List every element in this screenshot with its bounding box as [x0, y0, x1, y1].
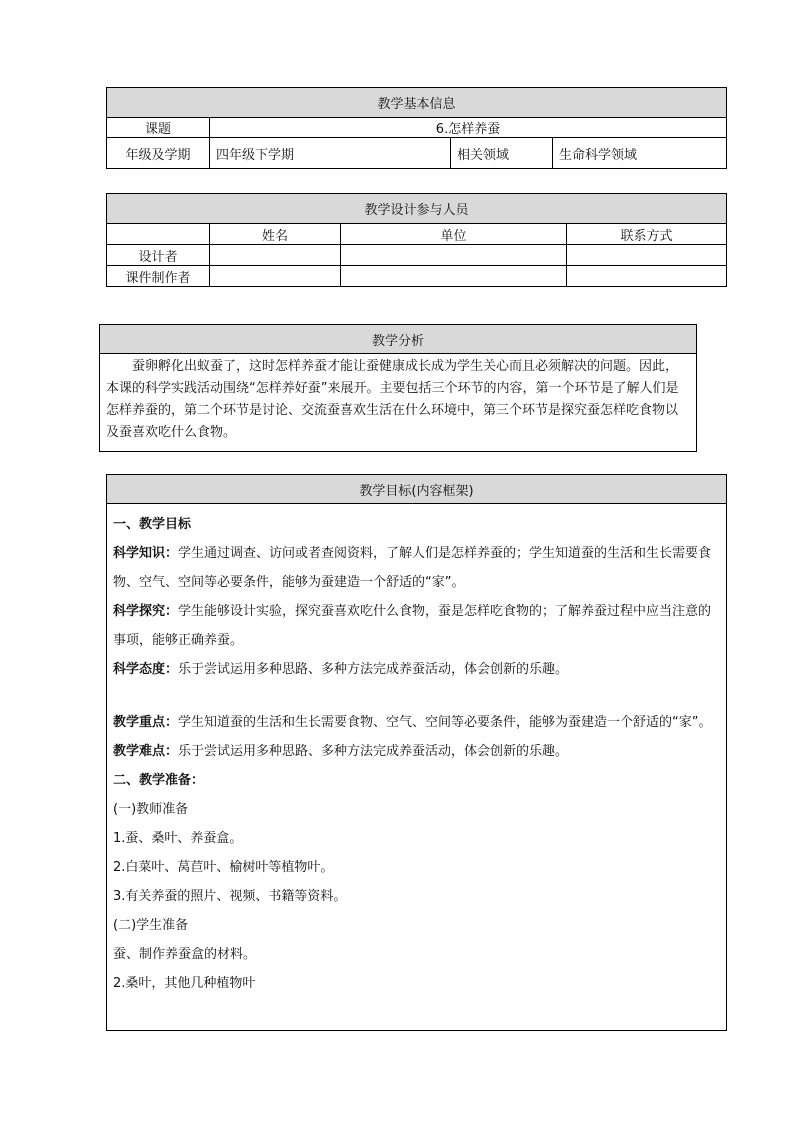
key-text: 学生知道蚕的生活和生长需要食物、空气、空间等必要条件，能够为蚕建造一个舒适的“家”。 [178, 715, 712, 730]
analysis-body [100, 354, 697, 452]
goals-table [106, 474, 727, 1031]
col-name: 姓名 [210, 224, 341, 245]
knowledge-paragraph [113, 539, 720, 597]
teacher-prep-title: (一)教师准备 [113, 802, 189, 817]
explore-label: 科学探究： [113, 604, 179, 619]
knowledge-label: 科学知识： [113, 546, 179, 561]
maker-name-cell [210, 266, 341, 287]
teacher-item-2: 2.白菜叶、莴苣叶、榆树叶等植物叶。 [113, 860, 334, 875]
attitude-label: 科学态度： [113, 662, 179, 677]
participants-table [106, 193, 727, 287]
hard-text: 乐于尝试运用多种思路、多种方法完成养蚕活动，体会创新的乐趣。 [178, 744, 569, 759]
basic-info-table [106, 87, 727, 169]
topic-value: 6.怎样养蚕 [210, 118, 727, 138]
maker-contact-cell [567, 266, 727, 287]
explore-text: 学生能够设计实验，探究蚕喜欢吃什么食物，蚕是怎样吃食物的；了解养蚕过程中应当注意的事项，能够正确养蚕。 [113, 604, 712, 648]
key-label: 教学重点： [113, 715, 179, 730]
row-maker: 课件制作者 [107, 266, 210, 287]
attitude-text: 乐于尝试运用多种思路、多种方法完成养蚕活动，体会创新的乐趣。 [178, 662, 569, 677]
section-1-title: 一、教学目标 [113, 517, 192, 532]
analysis-text: 蚕卵孵化出蚁蚕了，这时怎样养蚕才能让蚕健康成长成为学生关心而且必须解决的问题。因此，本课的科学实践活动围绕“怎样养好蚕”来展开。主要包括三个环节的内容，第一个环节是了解人们是怎样养蚕的，第二个环节是讨论、交流蚕喜欢生活在什么环境中，第三个环节是探究蚕怎样吃食物以及蚕喜欢吃什么食物。 [106, 359, 679, 440]
analysis-header: 教学分析 [100, 325, 697, 354]
blank-line [113, 684, 720, 708]
maker-unit-cell [341, 266, 567, 287]
field-label: 相关领域 [451, 138, 553, 169]
analysis-table [99, 324, 697, 452]
student-item-1: 蚕、制作养蚕盒的材料。 [113, 947, 257, 962]
key-paragraph [113, 708, 720, 737]
goals-body [107, 504, 727, 1031]
knowledge-text: 学生通过调查、访问或者查阅资料，了解人们是怎样养蚕的；学生知道蚕的生活和生长需要食物、空气、空间等必要条件，能够为蚕建造一个舒适的“家”。 [113, 546, 712, 590]
col-unit: 单位 [341, 224, 567, 245]
col-contact: 联系方式 [567, 224, 727, 245]
designer-unit-cell [341, 245, 567, 266]
attitude-paragraph [113, 655, 720, 684]
grade-value: 四年级下学期 [210, 138, 451, 169]
goals-header: 教学目标(内容框架) [107, 475, 727, 504]
teacher-item-1: 1.蚕、桑叶、养蚕盒。 [113, 831, 243, 846]
row-designer: 设计者 [107, 245, 210, 266]
student-prep-title: (二)学生准备 [113, 918, 189, 933]
hard-label: 教学难点： [113, 744, 179, 759]
field-value: 生命科学领域 [553, 138, 727, 169]
explore-paragraph [113, 597, 720, 655]
topic-label: 课题 [107, 118, 210, 138]
student-item-2: 2.桑叶，其他几种植物叶 [113, 976, 256, 991]
participants-header: 教学设计参与人员 [107, 194, 727, 224]
designer-contact-cell [567, 245, 727, 266]
section-2-title: 二、教学准备： [113, 773, 205, 788]
designer-name-cell [210, 245, 341, 266]
corner-cell [107, 224, 210, 245]
basic-info-header: 教学基本信息 [107, 88, 727, 118]
teacher-item-3: 3.有关养蚕的照片、视频、书籍等资料。 [113, 889, 347, 904]
hard-paragraph [113, 737, 720, 766]
grade-label: 年级及学期 [107, 138, 210, 169]
